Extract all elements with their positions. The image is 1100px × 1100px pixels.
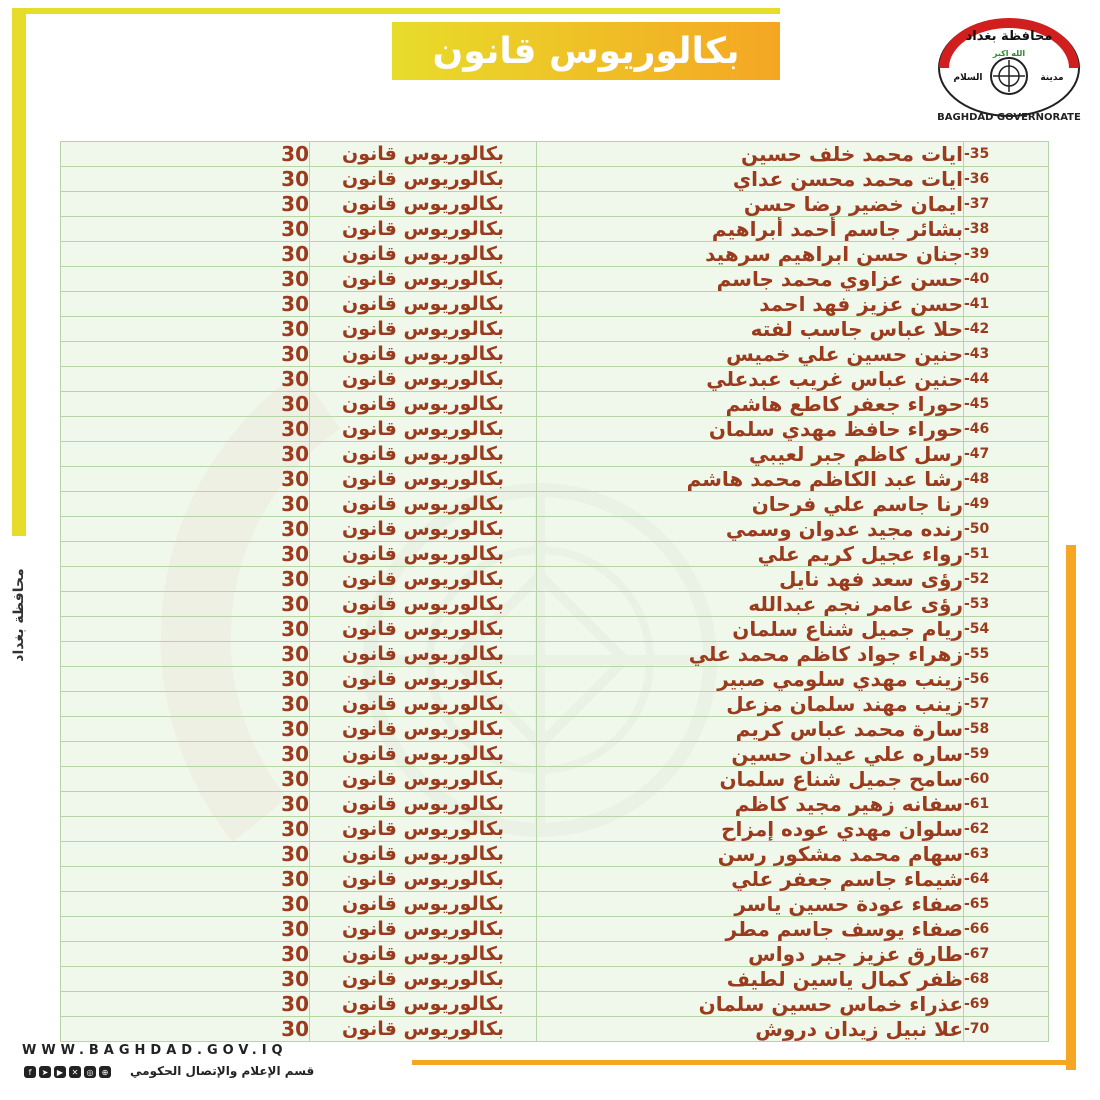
table-row [61, 767, 1049, 792]
row-number-text: -41 [964, 296, 990, 312]
row-number-text: -35 [964, 146, 990, 162]
table-row [61, 242, 1049, 267]
degree-cell: بكالوريوس قانون [310, 967, 537, 992]
table-row [61, 342, 1049, 367]
table-row [61, 367, 1049, 392]
score-cell: 30 [61, 192, 310, 217]
student-name: سهام محمد مشكور رسن [537, 842, 964, 867]
score-cell: 30 [61, 667, 310, 692]
table-row [61, 917, 1049, 942]
student-name: حلا عباس جاسب لفته [537, 317, 964, 342]
table-row [61, 867, 1049, 892]
table-row [61, 592, 1049, 617]
row-number-text: -63 [964, 846, 990, 862]
student-name: حنين عباس غريب عبدعلي [537, 367, 964, 392]
score-cell: 30 [61, 492, 310, 517]
score-cell: 30 [61, 1017, 310, 1042]
degree-cell: بكالوريوس قانون [310, 917, 537, 942]
row-number [964, 417, 1049, 442]
score-cell: 30 [61, 767, 310, 792]
score-cell: 30 [61, 842, 310, 867]
row-number [964, 217, 1049, 242]
table-row [61, 317, 1049, 342]
degree-cell: بكالوريوس قانون [310, 842, 537, 867]
degree-cell: بكالوريوس قانون [310, 367, 537, 392]
student-name: ظفر كمال ياسين لطيف [537, 967, 964, 992]
table-row [61, 192, 1049, 217]
table-row [61, 992, 1049, 1017]
score-cell: 30 [61, 717, 310, 742]
student-name: زهراء جواد كاظم محمد علي [537, 642, 964, 667]
score-cell: 30 [61, 692, 310, 717]
degree-cell: بكالوريوس قانون [310, 442, 537, 467]
row-number [964, 867, 1049, 892]
row-number-text: -60 [964, 771, 990, 787]
row-number [964, 692, 1049, 717]
row-number-text: -40 [964, 271, 990, 287]
row-number [964, 517, 1049, 542]
student-name: رؤى سعد فهد نايل [537, 567, 964, 592]
degree-cell: بكالوريوس قانون [310, 617, 537, 642]
table-row [61, 442, 1049, 467]
web-icon[interactable]: ⊕ [99, 1066, 111, 1078]
row-number [964, 992, 1049, 1017]
media-department-label: قسم الإعلام والإتصال الحكومي [130, 1064, 315, 1078]
row-number-text: -69 [964, 996, 990, 1012]
score-cell: 30 [61, 442, 310, 467]
score-cell: 30 [61, 417, 310, 442]
facebook-icon[interactable]: f [24, 1066, 36, 1078]
student-name: سامح جميل شناع سلمان [537, 767, 964, 792]
student-name: زينب مهند سلمان مزعل [537, 692, 964, 717]
row-number-text: -67 [964, 946, 990, 962]
frame-top-bar [20, 8, 780, 14]
roster-table-body [61, 142, 1049, 1042]
row-number-text: -59 [964, 746, 990, 762]
logo-title-text: محافظة بغداد [965, 29, 1053, 44]
degree-cell: بكالوريوس قانون [310, 817, 537, 842]
row-number-text: -65 [964, 896, 990, 912]
row-number [964, 742, 1049, 767]
table-row [61, 792, 1049, 817]
degree-cell: بكالوريوس قانون [310, 417, 537, 442]
row-number [964, 342, 1049, 367]
row-number-text: -52 [964, 571, 990, 587]
table-row [61, 292, 1049, 317]
roster-table [60, 141, 1049, 1042]
table-row [61, 217, 1049, 242]
table-row [61, 542, 1049, 567]
row-number [964, 142, 1049, 167]
student-name: صفاء يوسف جاسم مطر [537, 917, 964, 942]
row-number [964, 242, 1049, 267]
row-number-text: -54 [964, 621, 990, 637]
row-number-text: -48 [964, 471, 990, 487]
degree-cell: بكالوريوس قانون [310, 267, 537, 292]
row-number [964, 267, 1049, 292]
score-cell: 30 [61, 542, 310, 567]
logo-peace-text: السلام [953, 73, 983, 83]
row-number [964, 167, 1049, 192]
row-number [964, 442, 1049, 467]
row-number-text: -49 [964, 496, 990, 512]
row-number [964, 792, 1049, 817]
table-row [61, 892, 1049, 917]
degree-cell: بكالوريوس قانون [310, 517, 537, 542]
student-name: جنان حسن ابراهيم سرهيد [537, 242, 964, 267]
student-name: حوراء حافظ مهدي سلمان [537, 417, 964, 442]
degree-cell: بكالوريوس قانون [310, 642, 537, 667]
degree-cell: بكالوريوس قانون [310, 492, 537, 517]
degree-cell: بكالوريوس قانون [310, 542, 537, 567]
page-title: بكالوريوس قانون [392, 22, 780, 80]
table-row [61, 667, 1049, 692]
degree-cell: بكالوريوس قانون [310, 942, 537, 967]
row-number [964, 767, 1049, 792]
logo-city-text: مدينة [1040, 73, 1064, 83]
student-name: رنا جاسم علي فرحان [537, 492, 964, 517]
student-name: صفاء عودة حسين ياسر [537, 892, 964, 917]
score-cell: 30 [61, 892, 310, 917]
row-number [964, 467, 1049, 492]
student-name: سلوان مهدي عوده إمزاح [537, 817, 964, 842]
student-name: طارق عزيز جبر دواس [537, 942, 964, 967]
row-number-text: -61 [964, 796, 990, 812]
row-number [964, 892, 1049, 917]
table-row [61, 567, 1049, 592]
side-signature-text: محافظة بغداد [11, 568, 27, 662]
student-name: حسن عزاوي محمد جاسم [537, 267, 964, 292]
student-name: ريام جميل شناع سلمان [537, 617, 964, 642]
table-row [61, 692, 1049, 717]
score-cell: 30 [61, 867, 310, 892]
degree-cell: بكالوريوس قانون [310, 692, 537, 717]
row-number-text: -68 [964, 971, 990, 987]
score-cell: 30 [61, 617, 310, 642]
student-name: زينب مهدي سلومي صبير [537, 667, 964, 692]
instagram-icon[interactable]: ◎ [84, 1066, 96, 1078]
degree-cell: بكالوريوس قانون [310, 767, 537, 792]
row-number [964, 667, 1049, 692]
row-number-text: -62 [964, 821, 990, 837]
degree-cell: بكالوريوس قانون [310, 867, 537, 892]
row-number [964, 317, 1049, 342]
score-cell: 30 [61, 592, 310, 617]
table-row [61, 942, 1049, 967]
row-number-text: -56 [964, 671, 990, 687]
row-number [964, 917, 1049, 942]
degree-cell: بكالوريوس قانون [310, 592, 537, 617]
row-number [964, 492, 1049, 517]
row-number-text: -50 [964, 521, 990, 537]
student-name: حوراء جعفر كاطع هاشم [537, 392, 964, 417]
student-name: علا نبيل زيدان دروش [537, 1017, 964, 1042]
score-cell: 30 [61, 567, 310, 592]
score-cell: 30 [61, 817, 310, 842]
degree-cell: بكالوريوس قانون [310, 217, 537, 242]
student-name: ايمان خضير رضا حسن [537, 192, 964, 217]
student-name: شيماء جاسم جعفر علي [537, 867, 964, 892]
score-cell: 30 [61, 517, 310, 542]
degree-cell: بكالوريوس قانون [310, 892, 537, 917]
table-row [61, 517, 1049, 542]
table-row [61, 742, 1049, 767]
row-number [964, 842, 1049, 867]
student-name: حسن عزيز فهد احمد [537, 292, 964, 317]
degree-cell: بكالوريوس قانون [310, 1017, 537, 1042]
degree-cell: بكالوريوس قانون [310, 567, 537, 592]
score-cell: 30 [61, 967, 310, 992]
row-number [964, 617, 1049, 642]
row-number-text: -70 [964, 1021, 990, 1037]
student-name: بشائر جاسم أحمد أبراهيم [537, 217, 964, 242]
score-cell: 30 [61, 167, 310, 192]
governorate-logo-icon [934, 16, 1084, 118]
table-row [61, 267, 1049, 292]
row-number [964, 592, 1049, 617]
table-row [61, 467, 1049, 492]
row-number-text: -46 [964, 421, 990, 437]
score-cell: 30 [61, 392, 310, 417]
row-number-text: -55 [964, 646, 990, 662]
row-number [964, 567, 1049, 592]
frame-right-bar [1066, 545, 1076, 1070]
table-row [61, 967, 1049, 992]
degree-cell: بكالوريوس قانون [310, 317, 537, 342]
student-name: ايات محمد محسن عداي [537, 167, 964, 192]
row-number-text: -66 [964, 921, 990, 937]
score-cell: 30 [61, 292, 310, 317]
row-number-text: -37 [964, 196, 990, 212]
degree-cell: بكالوريوس قانون [310, 342, 537, 367]
degree-cell: بكالوريوس قانون [310, 667, 537, 692]
row-number-text: -53 [964, 596, 990, 612]
row-number [964, 817, 1049, 842]
row-number-text: -45 [964, 396, 990, 412]
degree-cell: بكالوريوس قانون [310, 242, 537, 267]
student-name: ايات محمد خلف حسين [537, 142, 964, 167]
table-row [61, 817, 1049, 842]
twitter-icon[interactable]: ✕ [69, 1066, 81, 1078]
degree-cell: بكالوريوس قانون [310, 192, 537, 217]
degree-cell: بكالوريوس قانون [310, 392, 537, 417]
degree-cell: بكالوريوس قانون [310, 142, 537, 167]
score-cell: 30 [61, 942, 310, 967]
score-cell: 30 [61, 342, 310, 367]
student-name: سارة محمد عباس كريم [537, 717, 964, 742]
row-number [964, 967, 1049, 992]
degree-cell: بكالوريوس قانون [310, 792, 537, 817]
table-row [61, 417, 1049, 442]
degree-cell: بكالوريوس قانون [310, 167, 537, 192]
row-number [964, 642, 1049, 667]
frame-bottom-bar [412, 1060, 1072, 1065]
score-cell: 30 [61, 917, 310, 942]
logo-caption: BAGHDAD GOVERNORATE [937, 112, 1081, 123]
row-number [964, 392, 1049, 417]
row-number-text: -64 [964, 871, 990, 887]
telegram-icon[interactable]: ➤ [39, 1066, 51, 1078]
score-cell: 30 [61, 992, 310, 1017]
row-number [964, 192, 1049, 217]
row-number-text: -47 [964, 446, 990, 462]
student-name: سفانه زهير مجيد كاظم [537, 792, 964, 817]
row-number [964, 292, 1049, 317]
table-row [61, 142, 1049, 167]
degree-cell: بكالوريوس قانون [310, 467, 537, 492]
table-row [61, 842, 1049, 867]
student-name: رشا عبد الكاظم محمد هاشم [537, 467, 964, 492]
student-name: ساره علي عيدان حسين [537, 742, 964, 767]
youtube-icon[interactable]: ▶ [54, 1066, 66, 1078]
row-number-text: -42 [964, 321, 990, 337]
row-number [964, 1017, 1049, 1042]
student-name: حنين حسين علي خميس [537, 342, 964, 367]
student-name: رواء عجيل كريم علي [537, 542, 964, 567]
score-cell: 30 [61, 142, 310, 167]
table-row [61, 392, 1049, 417]
score-cell: 30 [61, 267, 310, 292]
row-number-text: -39 [964, 246, 990, 262]
row-number-text: -51 [964, 546, 990, 562]
student-name: عذراء خماس حسين سلمان [537, 992, 964, 1017]
row-number-text: -58 [964, 721, 990, 737]
score-cell: 30 [61, 792, 310, 817]
table-row [61, 642, 1049, 667]
degree-cell: بكالوريوس قانون [310, 292, 537, 317]
side-signature [8, 550, 38, 680]
table-row [61, 167, 1049, 192]
score-cell: 30 [61, 217, 310, 242]
row-number-text: -44 [964, 371, 990, 387]
frame-left-bar [12, 8, 26, 536]
score-cell: 30 [61, 642, 310, 667]
student-name: رنده مجيد عدوان وسمي [537, 517, 964, 542]
score-cell: 30 [61, 367, 310, 392]
table-row [61, 617, 1049, 642]
row-number-text: -38 [964, 221, 990, 237]
website-url[interactable]: WWW.BAGHDAD.GOV.IQ [22, 1043, 288, 1058]
table-row [61, 492, 1049, 517]
degree-cell: بكالوريوس قانون [310, 742, 537, 767]
score-cell: 30 [61, 317, 310, 342]
row-number-text: -43 [964, 346, 990, 362]
student-name: رسل كاظم جبر لعيبي [537, 442, 964, 467]
row-number [964, 942, 1049, 967]
row-number [964, 542, 1049, 567]
degree-cell: بكالوريوس قانون [310, 992, 537, 1017]
score-cell: 30 [61, 742, 310, 767]
student-name: رؤى عامر نجم عبدالله [537, 592, 964, 617]
logo-takbir-text: الله اكبر [992, 49, 1026, 58]
social-icons [24, 1066, 111, 1078]
score-cell: 30 [61, 467, 310, 492]
degree-cell: بكالوريوس قانون [310, 717, 537, 742]
row-number-text: -36 [964, 171, 990, 187]
row-number [964, 367, 1049, 392]
table-row [61, 1017, 1049, 1042]
row-number [964, 717, 1049, 742]
row-number-text: -57 [964, 696, 990, 712]
table-row [61, 717, 1049, 742]
score-cell: 30 [61, 242, 310, 267]
